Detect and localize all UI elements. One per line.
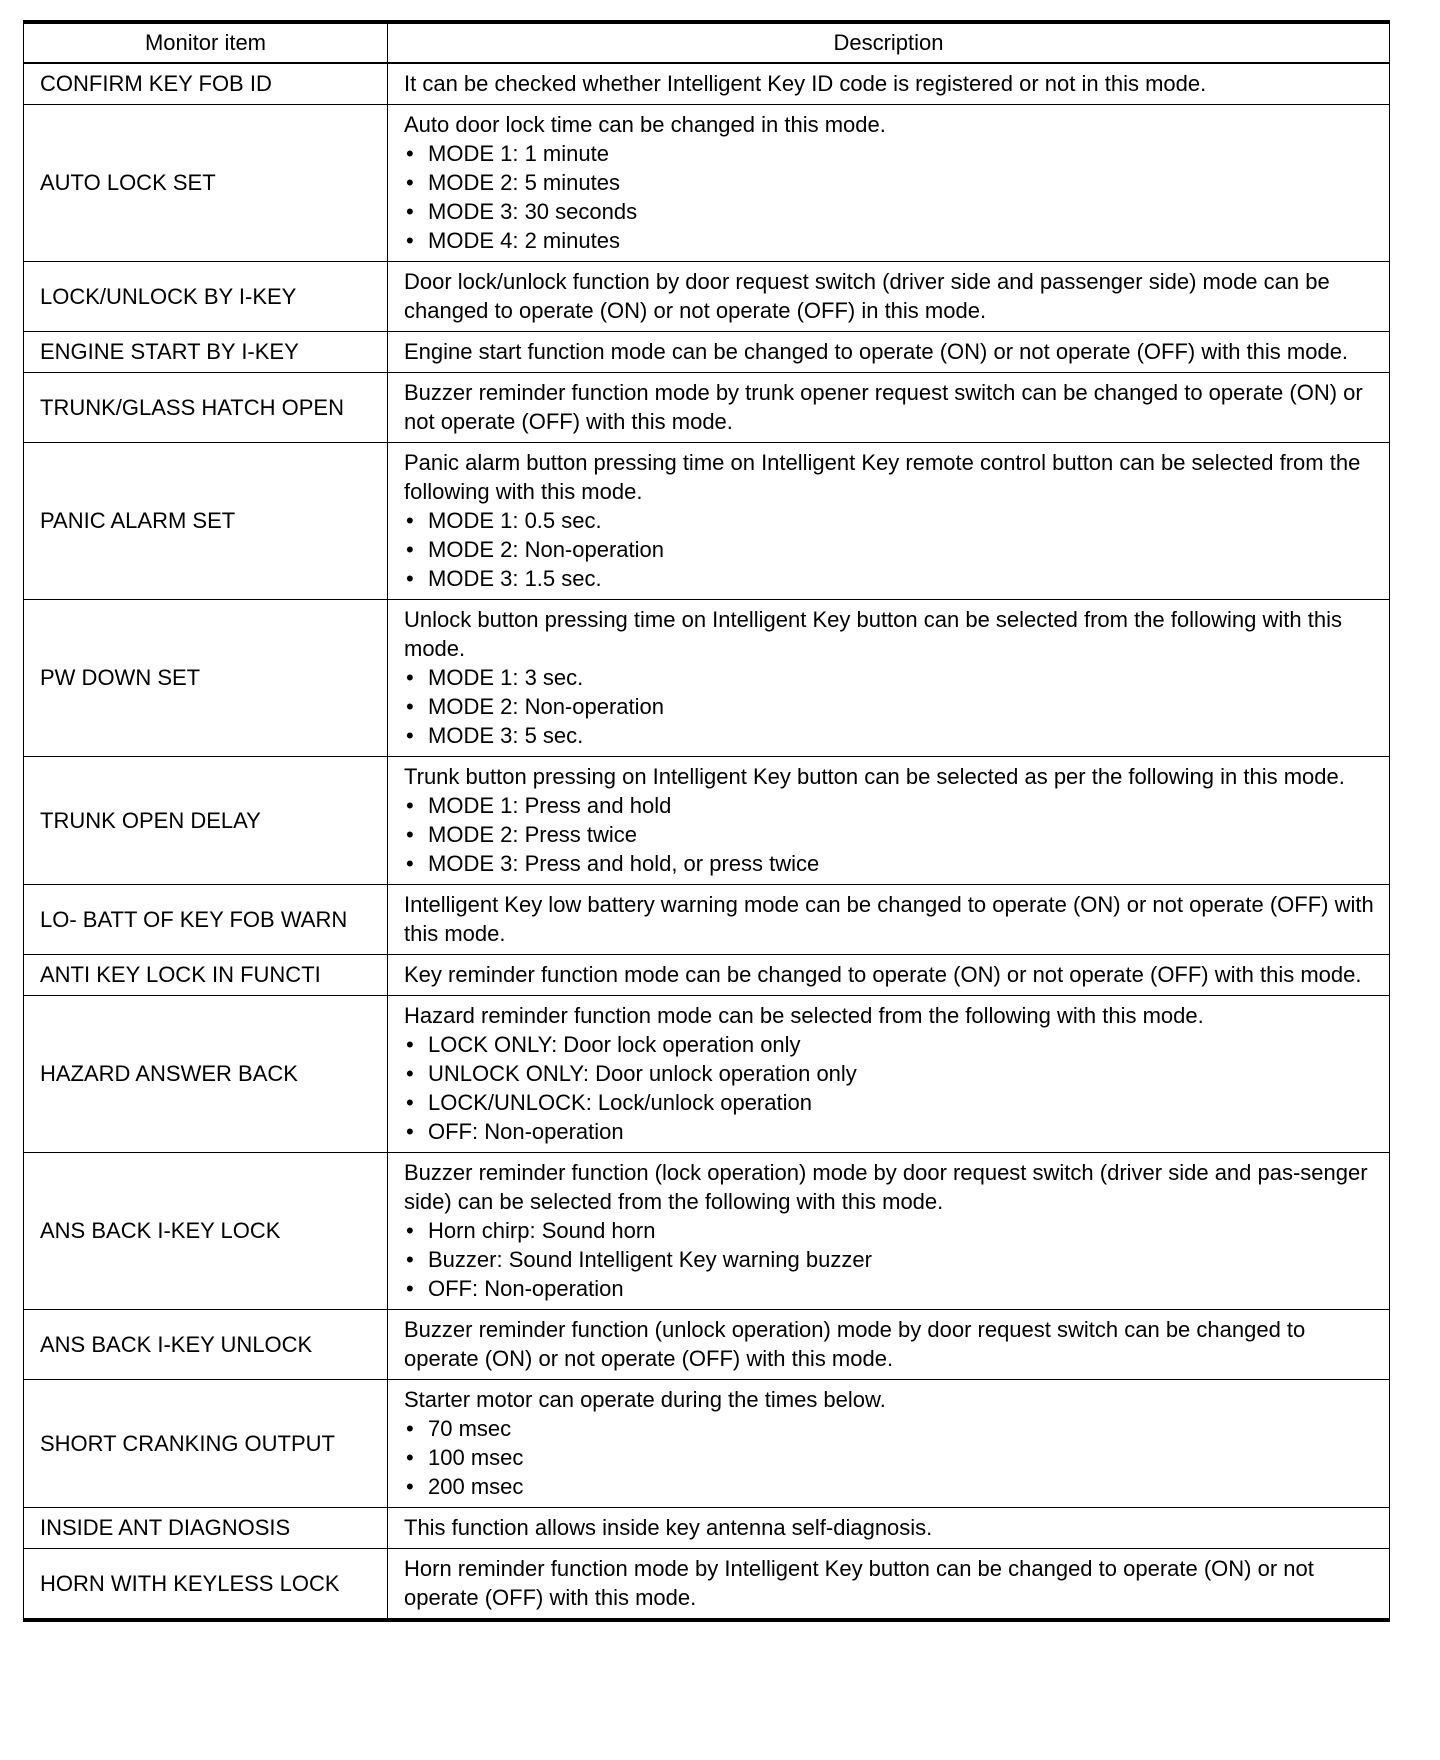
description-text: Engine start function mode can be changed to operate (ON) or not operate (OFF) with this mode. <box>404 339 1349 364</box>
description-cell <box>388 443 1390 600</box>
monitor-item-cell: ENGINE START BY I-KEY <box>24 332 388 373</box>
description-cell <box>388 1153 1390 1310</box>
description-text: It can be checked whether Intelligent Key ID code is registered or not in this mode. <box>404 71 1207 96</box>
option-list-item: • OFF: Non-operation <box>404 1274 1377 1303</box>
description-cell <box>388 262 1390 332</box>
option-list-item: • MODE 2: 5 minutes <box>404 168 1377 197</box>
option-list <box>404 791 1377 878</box>
option-list-item: • MODE 3: Press and hold, or press twice <box>404 849 1377 878</box>
monitor-item-cell: TRUNK OPEN DELAY <box>24 757 388 885</box>
table-row <box>24 996 1390 1153</box>
option-list-item: • MODE 1: Press and hold <box>404 791 1377 820</box>
table-row <box>24 1310 1390 1380</box>
description-cell <box>388 1508 1390 1549</box>
description-text: Hazard reminder function mode can be selected from the following with this mode. <box>404 1003 1204 1028</box>
option-list-item: • Horn chirp: Sound horn <box>404 1216 1377 1245</box>
table-row <box>24 955 1390 996</box>
column-header-monitor-item: Monitor item <box>24 22 388 63</box>
description-text: Horn reminder function mode by Intelligent Key button can be changed to operate (ON) or not operate (OFF) with this mode. <box>404 1556 1314 1610</box>
description-cell <box>388 1310 1390 1380</box>
option-list-item: • MODE 3: 5 sec. <box>404 721 1377 750</box>
table-row <box>24 1549 1390 1621</box>
table-row <box>24 262 1390 332</box>
description-cell <box>388 996 1390 1153</box>
table-row <box>24 373 1390 443</box>
table-row <box>24 63 1390 105</box>
description-text: Unlock button pressing time on Intelligent Key button can be selected from the following with this mode. <box>404 607 1342 661</box>
monitor-item-cell: ANTI KEY LOCK IN FUNCTI <box>24 955 388 996</box>
option-list <box>404 1216 1377 1303</box>
option-list-item: • MODE 1: 0.5 sec. <box>404 506 1377 535</box>
table-row <box>24 443 1390 600</box>
description-text: Buzzer reminder function mode by trunk opener request switch can be changed to operate (ON) or not operate (OFF) with this mode. <box>404 380 1363 434</box>
monitor-item-cell: ANS BACK I-KEY LOCK <box>24 1153 388 1310</box>
description-cell <box>388 63 1390 105</box>
option-list-item: • MODE 4: 2 minutes <box>404 226 1377 255</box>
monitor-item-cell: AUTO LOCK SET <box>24 105 388 262</box>
monitor-item-cell: HAZARD ANSWER BACK <box>24 996 388 1153</box>
option-list-item: • MODE 1: 3 sec. <box>404 663 1377 692</box>
option-list <box>404 1414 1377 1501</box>
option-list <box>404 139 1377 255</box>
description-text: Auto door lock time can be changed in this mode. <box>404 112 886 137</box>
option-list-item: • UNLOCK ONLY: Door unlock operation only <box>404 1059 1377 1088</box>
monitor-item-cell: HORN WITH KEYLESS LOCK <box>24 1549 388 1621</box>
option-list-item: • LOCK/UNLOCK: Lock/unlock operation <box>404 1088 1377 1117</box>
description-text: Door lock/unlock function by door request switch (driver side and passenger side) mode can be changed to operate (ON) or not operate (OFF) in this mode. <box>404 269 1330 323</box>
monitor-item-table <box>23 20 1390 1622</box>
option-list-item: • MODE 2: Press twice <box>404 820 1377 849</box>
description-cell <box>388 332 1390 373</box>
table-header-row <box>24 22 1390 63</box>
option-list-item: • OFF: Non-operation <box>404 1117 1377 1146</box>
table-row <box>24 1380 1390 1508</box>
monitor-item-cell: PANIC ALARM SET <box>24 443 388 600</box>
description-cell <box>388 600 1390 757</box>
table-row <box>24 332 1390 373</box>
description-text: Panic alarm button pressing time on Intelligent Key remote control button can be selected from the following with this mode. <box>404 450 1361 504</box>
option-list-item: • 200 msec <box>404 1472 1377 1501</box>
monitor-item-cell: PW DOWN SET <box>24 600 388 757</box>
table-row <box>24 600 1390 757</box>
table-body <box>24 63 1390 1620</box>
monitor-item-cell: CONFIRM KEY FOB ID <box>24 63 388 105</box>
description-cell <box>388 757 1390 885</box>
table-row <box>24 1153 1390 1310</box>
option-list-item: • MODE 2: Non-operation <box>404 535 1377 564</box>
option-list-item: • MODE 1: 1 minute <box>404 139 1377 168</box>
description-cell <box>388 1549 1390 1621</box>
option-list <box>404 1030 1377 1146</box>
monitor-item-cell: ANS BACK I-KEY UNLOCK <box>24 1310 388 1380</box>
option-list-item: • 100 msec <box>404 1443 1377 1472</box>
description-cell <box>388 1380 1390 1508</box>
table-row <box>24 1508 1390 1549</box>
option-list-item: • LOCK ONLY: Door lock operation only <box>404 1030 1377 1059</box>
option-list <box>404 506 1377 593</box>
description-cell <box>388 373 1390 443</box>
option-list-item: • MODE 3: 1.5 sec. <box>404 564 1377 593</box>
description-text: Trunk button pressing on Intelligent Key button can be selected as per the following in this mode. <box>404 764 1345 789</box>
monitor-item-cell: SHORT CRANKING OUTPUT <box>24 1380 388 1508</box>
table-row <box>24 105 1390 262</box>
description-text: Buzzer reminder function (unlock operation) mode by door request switch can be changed to operate (ON) or not operate (OFF) with this mode. <box>404 1317 1306 1371</box>
column-header-description: Description <box>388 22 1390 63</box>
option-list-item: • Buzzer: Sound Intelligent Key warning buzzer <box>404 1245 1377 1274</box>
monitor-item-cell: TRUNK/GLASS HATCH OPEN <box>24 373 388 443</box>
monitor-table-container <box>23 20 1389 1622</box>
description-text: Starter motor can operate during the times below. <box>404 1387 886 1412</box>
option-list-item: • MODE 2: Non-operation <box>404 692 1377 721</box>
option-list <box>404 663 1377 750</box>
description-text: Buzzer reminder function (lock operation) mode by door request switch (driver side and pas-senger side) can be selected from the following with this mode. <box>404 1160 1368 1214</box>
table-row <box>24 885 1390 955</box>
description-cell <box>388 105 1390 262</box>
description-cell <box>388 885 1390 955</box>
monitor-item-cell: LO- BATT OF KEY FOB WARN <box>24 885 388 955</box>
description-text: This function allows inside key antenna self-diagnosis. <box>404 1515 933 1540</box>
description-cell <box>388 955 1390 996</box>
option-list-item: • 70 msec <box>404 1414 1377 1443</box>
description-text: Key reminder function mode can be changed to operate (ON) or not operate (OFF) with this mode. <box>404 962 1362 987</box>
description-text: Intelligent Key low battery warning mode can be changed to operate (ON) or not operate (OFF) with this mode. <box>404 892 1374 946</box>
option-list-item: • MODE 3: 30 seconds <box>404 197 1377 226</box>
monitor-item-cell: INSIDE ANT DIAGNOSIS <box>24 1508 388 1549</box>
table-row <box>24 757 1390 885</box>
monitor-item-cell: LOCK/UNLOCK BY I-KEY <box>24 262 388 332</box>
